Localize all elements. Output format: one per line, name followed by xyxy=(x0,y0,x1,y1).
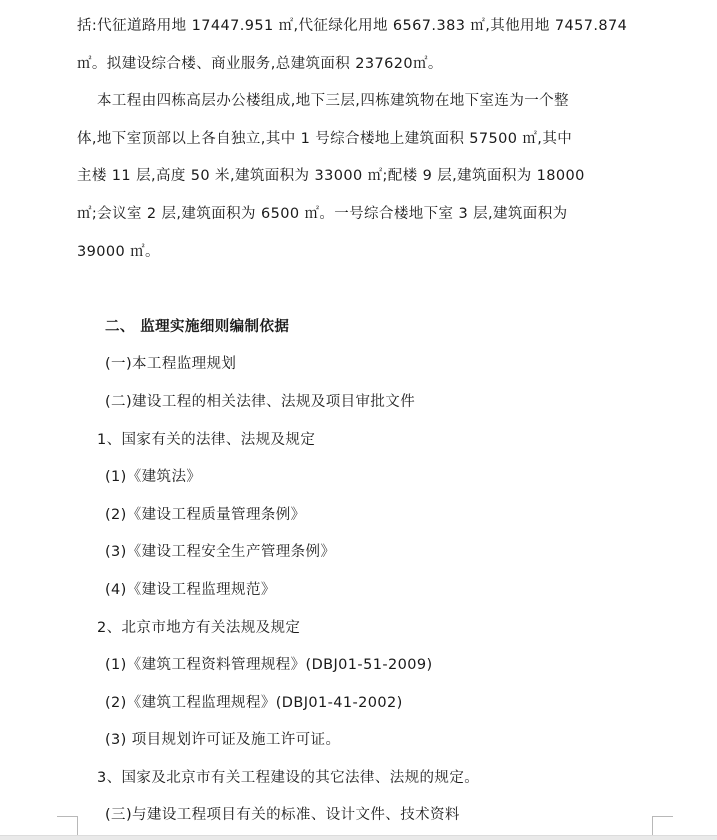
text-line: (1)《建筑法》 xyxy=(105,469,202,486)
text-line: 1、国家有关的法律、法规及规定 xyxy=(97,431,316,448)
text-line: 2、北京市地方有关法规及规定 xyxy=(97,619,301,636)
text-line: (3)《建设工程安全生产管理条例》 xyxy=(105,544,336,561)
text-line: (一)本工程监理规划 xyxy=(105,356,237,373)
section-heading: 二、 监理实施细则编制依据 xyxy=(105,318,290,335)
text-line: (2)《建设工程质量管理条例》 xyxy=(105,506,306,523)
text-line: 体,地下室顶部以上各自独立,其中 1 号综合楼地上建筑面积 57500 ㎡,其中 xyxy=(77,130,573,147)
text-line: 主楼 11 层,高度 50 米,建筑面积为 33000 ㎡;配楼 9 层,建筑面积为 18000 xyxy=(77,168,585,185)
text-line: (4)《建设工程监理规范》 xyxy=(105,581,276,598)
text-line: 本工程由四栋高层办公楼组成,地下三层,四栋建筑物在地下室连为一个整 xyxy=(97,93,569,110)
text-line: 39000 ㎡。 xyxy=(77,243,160,260)
text-line: 括:代征道路用地 17447.951 ㎡,代征绿化用地 6567.383 ㎡,其他用地 7457.874 xyxy=(77,18,628,34)
text-line: (三)与建设工程项目有关的标准、设计文件、技术资料 xyxy=(105,807,460,824)
text-line: (2)《建筑工程监理规程》(DBJ01-41-2002) xyxy=(105,694,403,711)
blank-line xyxy=(77,271,652,309)
text-line: (3) 项目规划许可证及施工许可证。 xyxy=(105,732,341,749)
page-bottom-edge xyxy=(0,835,717,840)
document-body xyxy=(77,8,652,835)
text-line: ㎡。拟建设综合楼、商业服务,总建筑面积 237620㎡。 xyxy=(77,55,443,72)
text-line: 3、国家及北京市有关工程建设的其它法律、法规的规定。 xyxy=(97,769,480,786)
crop-mark-bottom-right-vertical xyxy=(652,816,653,836)
text-line: ㎡;会议室 2 层,建筑面积为 6500 ㎡。一号综合楼地下室 3 层,建筑面积为 xyxy=(77,205,568,222)
text-line: (1)《建筑工程资料管理规程》(DBJ01-51-2009) xyxy=(105,657,433,674)
crop-mark-bottom-left-vertical xyxy=(77,816,78,836)
text-line: (二)建设工程的相关法律、法规及项目审批文件 xyxy=(105,393,416,410)
crop-mark-bottom-left-horizontal xyxy=(57,816,78,817)
crop-mark-bottom-right-horizontal xyxy=(652,816,673,817)
